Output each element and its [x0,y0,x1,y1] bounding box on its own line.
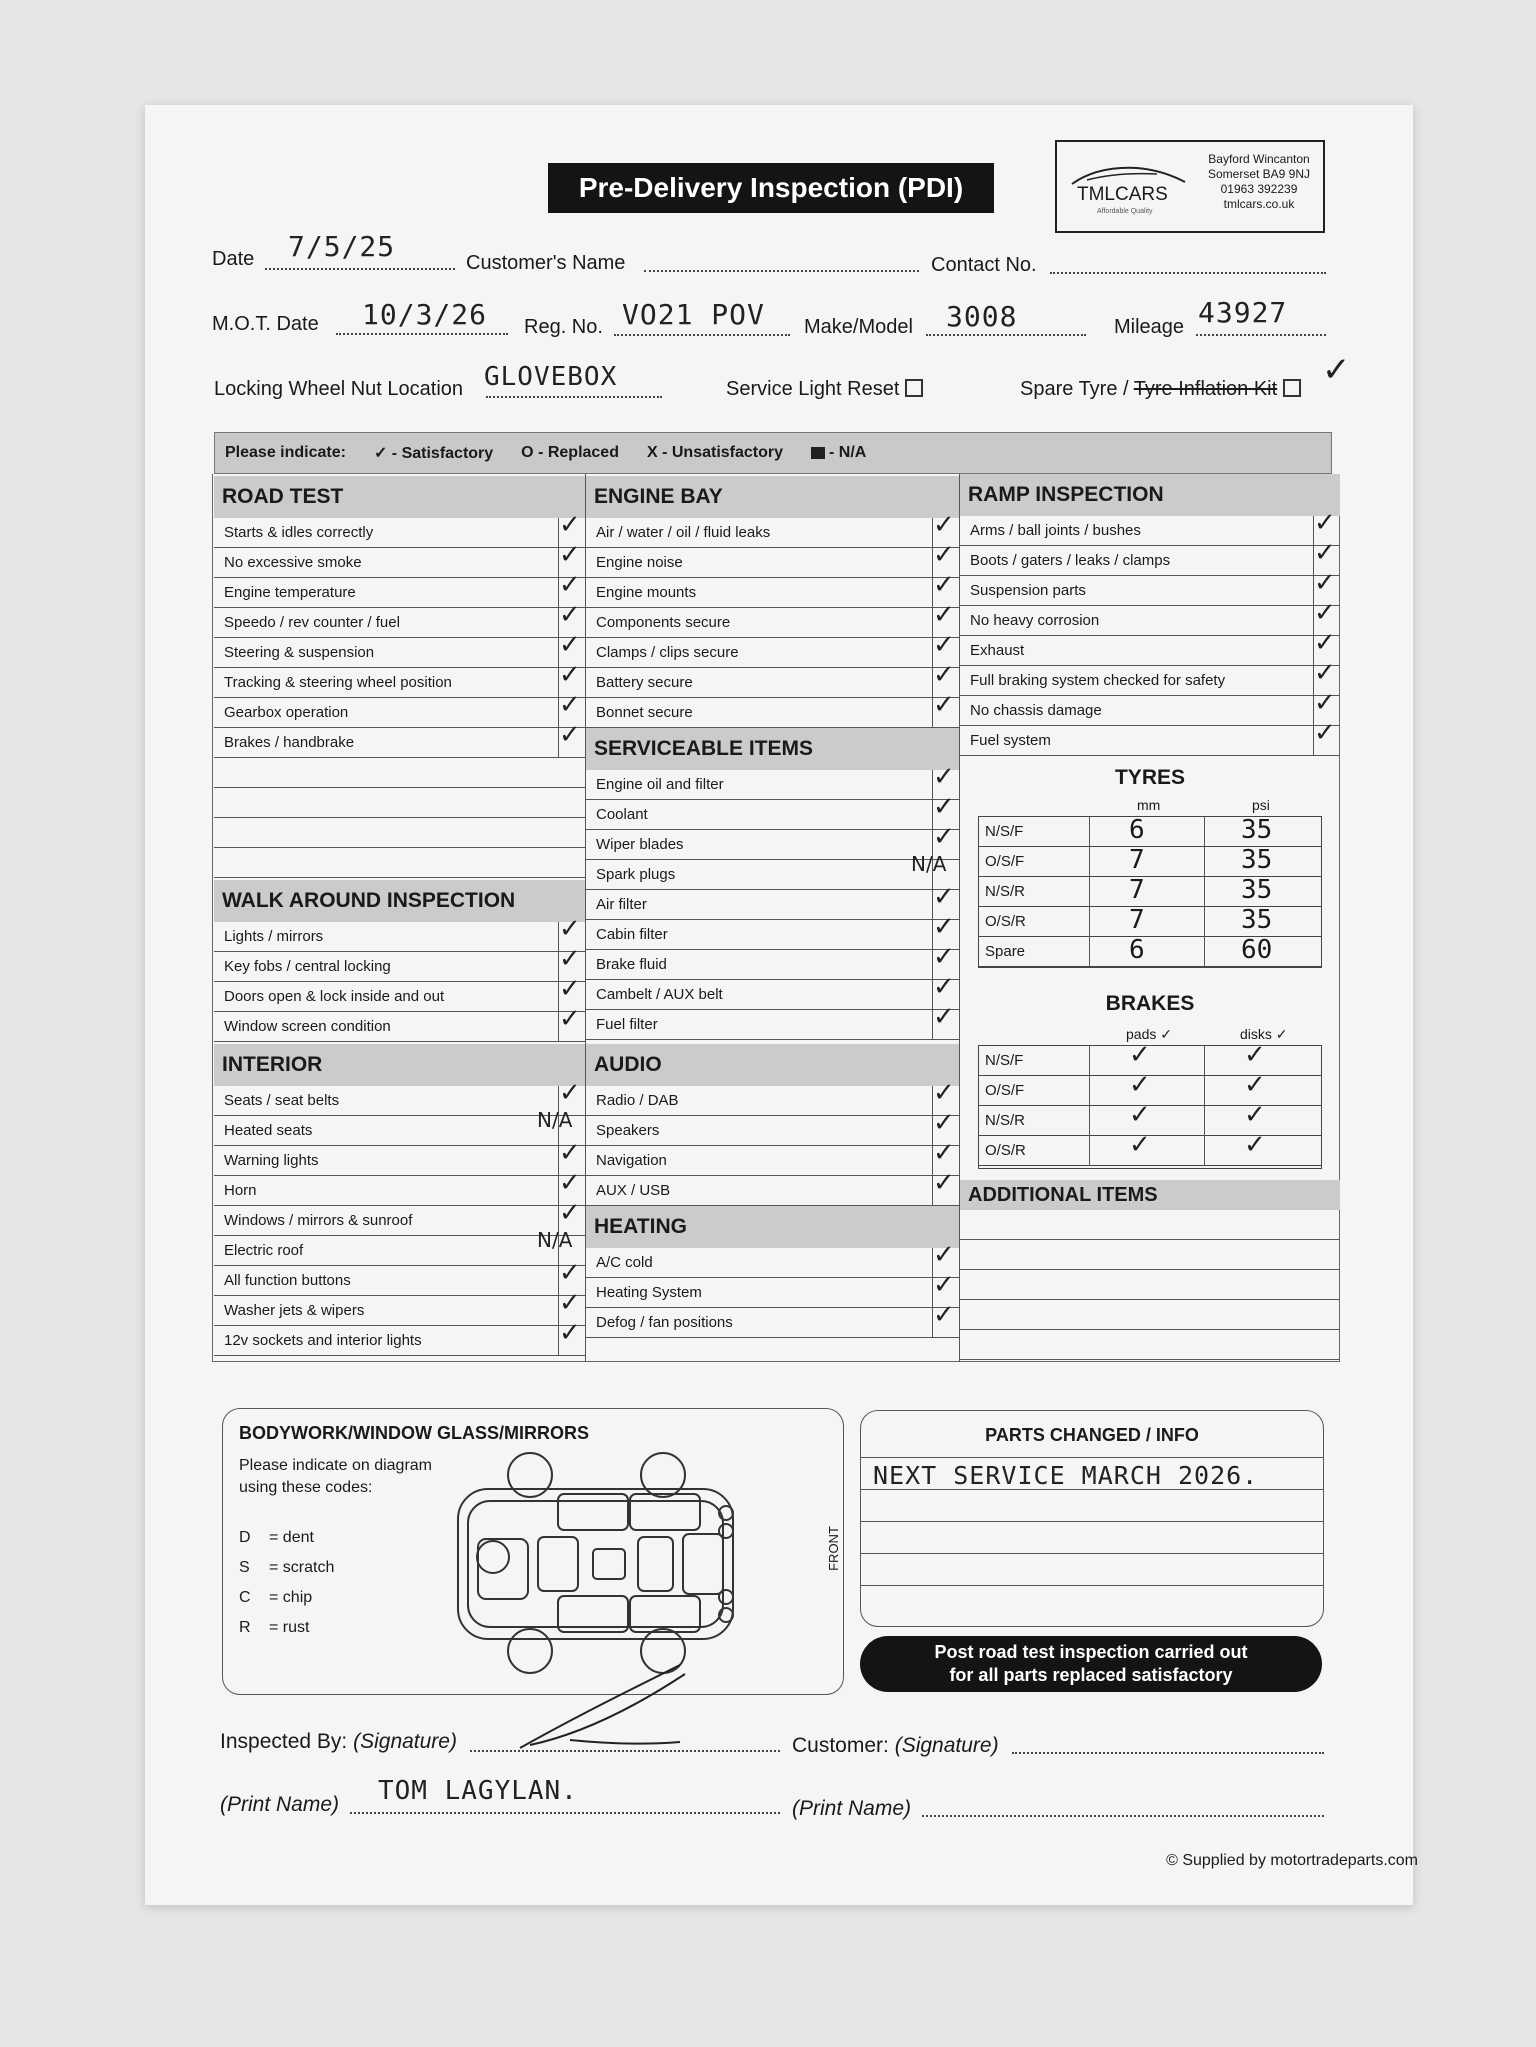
heating-header: HEATING [586,1206,959,1248]
print-name-label: (Print Name) [220,1793,340,1816]
disks-tick: ✓ [1244,1070,1266,1100]
road-test-row[interactable] [214,698,585,728]
serviceable-items-item-label: Air filter [596,896,647,913]
interior-item-label: All function buttons [224,1272,351,1289]
brake-row [979,1130,1321,1166]
tyre-position: Spare [985,943,1026,960]
logo-brand: TMLCARS [1077,184,1168,205]
brakes-col-pads: pads ✓ [1126,1026,1172,1042]
na-mark: N/A [537,1108,573,1132]
service-light-checkbox[interactable] [905,379,923,397]
brake-position: N/S/R [985,1112,1026,1129]
tick-mark: ✓ [933,1168,955,1198]
tick-mark: ✓ [559,660,581,690]
walk-around-item-label: Key fobs / central locking [224,958,391,975]
interior-header: INTERIOR [214,1044,585,1086]
audio-item-label: Radio / DAB [596,1092,679,1109]
engine-bay-item-label: Battery secure [596,674,693,691]
road-test-row[interactable] [214,728,585,758]
ramp-inspection-row[interactable] [960,726,1340,756]
walk-around-row[interactable] [214,952,585,982]
brakes-col-disks: disks ✓ [1240,1026,1288,1042]
inspected-by-label: Inspected By: (Signature) [220,1730,457,1753]
serviceable-items-item-label: Spark plugs [596,866,676,883]
ramp-inspection-item-label: Fuel system [970,732,1051,749]
interior-row[interactable] [214,1116,585,1146]
audio-row[interactable] [586,1116,959,1146]
damage-code: C = chip [239,1589,313,1606]
customer-print-name-label: (Print Name) [792,1797,912,1820]
interior-item-label: Warning lights [224,1152,319,1169]
blank-row [214,818,585,848]
tyre-row [979,907,1321,937]
engine-bay-item-label: Bonnet secure [596,704,693,721]
interior-row[interactable] [214,1176,585,1206]
tick-mark: ✓ [559,1004,581,1034]
tick-mark: ✓ [559,944,581,974]
tyres-col-mm: mm [1137,797,1161,813]
serviceable-items-item-label: Engine oil and filter [596,776,724,793]
tick-mark: ✓ [559,540,581,570]
engine-bay-item-label: Engine mounts [596,584,697,601]
tyre-row [979,877,1321,907]
disks-tick: ✓ [1244,1100,1266,1130]
serviceable-items-row[interactable] [586,770,959,800]
ramp-inspection-row[interactable] [960,636,1340,666]
ramp-inspection-item-label: Suspension parts [970,582,1086,599]
tyres-title: TYRES [1114,766,1185,789]
tick-mark: ✓ [933,540,955,570]
tick-mark: ✓ [933,570,955,600]
serviceable-items-item-label: Cambelt / AUX belt [596,986,723,1003]
road-test-item-label: Engine temperature [224,584,356,601]
road-test-item-label: Tracking & steering wheel position [224,674,452,691]
additional-item-row[interactable] [960,1330,1340,1360]
tyre-depth-mm[interactable]: 7 [1129,875,1145,905]
walk-around-item-label: Doors open & lock inside and out [224,988,445,1005]
walk-around-header: WALK AROUND INSPECTION [214,880,585,922]
na-mark: N/A [911,852,947,876]
pads-tick: ✓ [1129,1130,1151,1160]
car-diagram-icon[interactable] [448,1449,828,1679]
tick-mark: ✓ [933,1270,955,1300]
serviceable-items-row[interactable] [586,980,959,1010]
damage-code: D = dent [239,1529,314,1546]
reg-value[interactable]: VO21 POV [622,298,765,331]
tyre-depth-mm[interactable]: 6 [1129,935,1145,965]
mot-date-value[interactable]: 10/3/26 [362,298,488,331]
ramp-inspection-item-label: No chassis damage [970,702,1102,719]
road-test-header: ROAD TEST [214,476,585,518]
tick-mark: ✓ [559,1288,581,1318]
interior-row[interactable] [214,1236,585,1266]
tyres-table [978,816,1322,968]
tick-mark: ✓ [559,1078,581,1108]
tick-mark: ✓ [933,912,955,942]
ramp-inspection-row[interactable] [960,576,1340,606]
damage-code: R = rust [239,1619,310,1636]
tyre-position: O/S/F [985,853,1025,870]
tyre-depth-mm[interactable]: 6 [1129,815,1145,845]
tyre-depth-mm[interactable]: 7 [1129,845,1145,875]
walk-around-item-label: Window screen condition [224,1018,391,1035]
road-test-item-label: Gearbox operation [224,704,349,721]
tick-mark: ✓ [933,822,955,852]
date-label: Date [212,248,255,270]
tick-mark: ✓ [933,630,955,660]
engine-bay-row[interactable] [586,578,959,608]
engine-bay-item-label: Components secure [596,614,731,631]
customer-signature-label: Customer: (Signature) [792,1734,999,1757]
road-test-row[interactable] [214,668,585,698]
parts-changed-panel [860,1410,1324,1627]
audio-item-label: AUX / USB [596,1182,671,1199]
tick-mark: ✓ [1314,688,1336,718]
additional-item-row[interactable] [960,1240,1340,1270]
contact-label: Contact No. [931,254,1037,276]
post-road-test-banner: Post road test inspection carried out for all parts replaced satisfactory [860,1636,1322,1692]
tick-mark: ✓ [933,1002,955,1032]
tyre-depth-mm[interactable]: 7 [1129,905,1145,935]
bodywork-title: BODYWORK/WINDOW GLASS/MIRRORS [239,1423,589,1443]
tick-mark: ✓ [933,600,955,630]
tick-mark: ✓ [1314,568,1336,598]
na-mark: N/A [537,1228,573,1252]
tick-mark: ✓ [933,792,955,822]
road-test-row[interactable] [214,578,585,608]
tyre-row [979,937,1321,967]
tick-mark: ✓ [559,1168,581,1198]
serviceable-items-row[interactable] [586,800,959,830]
ramp-inspection-item-label: No heavy corrosion [970,612,1100,629]
interior-item-label: Seats / seat belts [224,1092,340,1109]
make-model-label: Make/Model [804,316,913,338]
audio-header: AUDIO [586,1044,959,1086]
tick-mark: ✓ [933,1240,955,1270]
tyres-col-psi: psi [1252,797,1270,813]
tick-mark: ✓ [933,762,955,792]
road-test-item-label: No excessive smoke [224,554,362,571]
serviceable-items-row[interactable] [586,860,959,890]
date-value[interactable]: 7/5/25 [288,230,396,263]
tick-mark: ✓ [559,974,581,1004]
tick-mark: ✓ [933,972,955,1002]
make-model-value[interactable]: 3008 [946,300,1018,333]
tick-mark: ✓ [1314,538,1336,568]
brakes-table [978,1040,1322,1169]
pads-tick: ✓ [1129,1040,1151,1070]
serviceable-items-row[interactable] [586,920,959,950]
damage-code: S = scratch [239,1559,335,1576]
interior-row[interactable] [214,1266,585,1296]
tyre-row [979,847,1321,877]
tick-mark: ✓ [559,1318,581,1348]
road-test-row[interactable] [214,548,585,578]
serviceable-items-item-label: Cabin filter [596,926,668,943]
interior-item-label: Washer jets & wipers [224,1302,365,1319]
tick-mark: ✓ [559,914,581,944]
brake-position: O/S/R [985,1142,1026,1159]
logo-tagline: Affordable Quality [1097,208,1153,215]
tick-mark: ✓ [933,510,955,540]
interior-item-label: Electric roof [224,1242,304,1259]
road-test-item-label: Speedo / rev counter / fuel [224,614,400,631]
road-test-row[interactable] [214,608,585,638]
mileage-label: Mileage [1114,316,1185,338]
tick-mark: ✓ [559,1258,581,1288]
heating-row[interactable] [586,1248,959,1278]
tyre-pressure-psi[interactable]: 35 [1241,845,1273,875]
disks-tick: ✓ [1244,1130,1266,1160]
brake-position: O/S/F [985,1082,1025,1099]
tyre-position: N/S/R [985,883,1026,900]
engine-bay-item-label: Air / water / oil / fluid leaks [596,524,771,541]
pads-tick: ✓ [1129,1100,1151,1130]
blank-row [214,848,585,878]
heating-item-label: Heating System [596,1284,702,1301]
interior-item-label: Horn [224,1182,257,1199]
tick-mark: ✓ [559,510,581,540]
additional-item-row[interactable] [960,1270,1340,1300]
tick-mark: ✓ [1314,658,1336,688]
ramp-inspection-item-label: Exhaust [970,642,1025,659]
engine-bay-header: ENGINE BAY [586,476,959,518]
dealer-logo-box [1055,140,1325,233]
ramp-inspection-row[interactable] [960,546,1340,576]
customer-name-label: Customer's Name [466,252,626,274]
tick-mark: ✓ [559,1198,581,1228]
locking-nut-value[interactable]: GLOVEBOX [484,362,618,392]
interior-row[interactable] [214,1086,585,1116]
ramp-inspection-item-label: Boots / gaters / leaks / clamps [970,552,1171,569]
audio-item-label: Speakers [596,1122,660,1139]
road-test-item-label: Steering & suspension [224,644,375,661]
tyre-position: N/S/F [985,823,1024,840]
mot-date-label: M.O.T. Date [212,313,319,335]
ramp-inspection-header: RAMP INSPECTION [960,474,1340,516]
serviceable-items-row[interactable] [586,1010,959,1040]
interior-item-label: 12v sockets and interior lights [224,1332,422,1349]
mileage-value[interactable]: 43927 [1198,296,1288,329]
road-test-row[interactable] [214,518,585,548]
additional-item-row[interactable] [960,1210,1340,1240]
tyre-position: O/S/R [985,913,1026,930]
spare-tyre-tick: ✓ [1322,350,1351,390]
tick-mark: ✓ [1314,718,1336,748]
tick-mark: ✓ [933,690,955,720]
serviceable-items-item-label: Brake fluid [596,956,667,973]
tick-mark: ✓ [559,720,581,750]
locking-nut-label: Locking Wheel Nut Location [214,378,464,400]
legend-bar: Please indicate: ✓ - Satisfactory O - Replaced X - Unsatisfactory - N/A [214,432,1332,474]
tyre-pressure-psi[interactable]: 35 [1241,905,1273,935]
road-test-row[interactable] [214,638,585,668]
engine-bay-row[interactable] [586,548,959,578]
walk-around-item-label: Lights / mirrors [224,928,324,945]
tick-mark: ✓ [933,1078,955,1108]
disks-tick: ✓ [1244,1040,1266,1070]
road-test-item-label: Starts & idles correctly [224,524,374,541]
engine-bay-item-label: Clamps / clips secure [596,644,739,661]
additional-item-row[interactable] [960,1300,1340,1330]
reg-label: Reg. No. [524,316,603,338]
interior-row[interactable] [214,1146,585,1176]
tick-mark: ✓ [559,1138,581,1168]
blank-row [214,758,585,788]
tick-mark: ✓ [933,1108,955,1138]
tyre-pressure-psi[interactable]: 35 [1241,875,1273,905]
form-title: Pre-Delivery Inspection (PDI) [548,163,994,213]
bodywork-panel [222,1408,844,1695]
inspector-signature [510,1660,700,1755]
ramp-inspection-item-label: Arms / ball joints / bushes [970,522,1141,539]
heating-row[interactable] [586,1308,959,1338]
engine-bay-row[interactable] [586,698,959,728]
tick-mark: ✓ [933,1138,955,1168]
spare-tyre-checkbox[interactable] [1283,379,1301,397]
heating-item-label: A/C cold [596,1254,653,1271]
heating-row[interactable] [586,1278,959,1308]
walk-around-row[interactable] [214,922,585,952]
tick-mark: ✓ [1314,508,1336,538]
tyre-pressure-psi[interactable]: 60 [1241,935,1273,965]
engine-bay-row[interactable] [586,638,959,668]
audio-row[interactable] [586,1176,959,1206]
inspector-print-name[interactable]: TOM LAGYLAN. [378,1776,578,1806]
ramp-inspection-row[interactable] [960,666,1340,696]
na-square-icon [811,447,825,459]
engine-bay-row[interactable] [586,608,959,638]
tick-mark: ✓ [559,630,581,660]
walk-around-row[interactable] [214,1012,585,1042]
serviceable-items-row[interactable] [586,830,959,860]
interior-item-label: Windows / mirrors & sunroof [224,1212,413,1229]
ramp-inspection-row[interactable] [960,696,1340,726]
interior-item-label: Heated seats [224,1122,313,1139]
serviceable-items-row[interactable] [586,890,959,920]
tick-mark: ✓ [1314,628,1336,658]
tick-mark: ✓ [933,660,955,690]
interior-row[interactable] [214,1206,585,1236]
audio-item-label: Navigation [596,1152,667,1169]
spare-tyre-label: Spare Tyre / Tyre Inflation Kit [1020,378,1301,401]
tick-mark: ✓ [933,882,955,912]
walk-around-row[interactable] [214,982,585,1012]
tick-mark: ✓ [559,600,581,630]
bodywork-instruction: Please indicate on diagram using these codes: [239,1457,433,1496]
ramp-inspection-item-label: Full braking system checked for safety [970,672,1226,689]
serviceable-items-row[interactable] [586,950,959,980]
audio-row[interactable] [586,1146,959,1176]
serviceable-items-header: SERVICEABLE ITEMS [586,728,959,770]
serviceable-items-item-label: Wiper blades [596,836,684,853]
interior-row[interactable] [214,1326,585,1356]
tyre-row [979,817,1321,847]
tick-mark: ✓ [933,1300,955,1330]
blank-row [214,788,585,818]
parts-note[interactable]: NEXT SERVICE MARCH 2026. [873,1461,1259,1490]
footer-credit: © Supplied by motortradeparts.com [1166,1852,1418,1869]
tick-mark: ✓ [559,690,581,720]
front-label: FRONT [825,1526,841,1571]
ramp-inspection-row[interactable] [960,516,1340,546]
engine-bay-row[interactable] [586,518,959,548]
ramp-inspection-row[interactable] [960,606,1340,636]
brakes-title: BRAKES [1105,992,1195,1015]
tick-mark: ✓ [1314,598,1336,628]
heating-item-label: Defog / fan positions [596,1314,733,1331]
serviceable-items-item-label: Coolant [596,806,648,823]
pads-tick: ✓ [1129,1070,1151,1100]
tick-mark: ✓ [559,570,581,600]
interior-row[interactable] [214,1296,585,1326]
parts-title: PARTS CHANGED / INFO [985,1425,1199,1445]
service-light-reset-label: Service Light Reset [726,378,923,401]
dealer-address: Bayford Wincanton Somerset BA9 9NJ 01963 392239 tmlcars.co.uk [1207,152,1311,211]
tick-mark: ✓ [933,942,955,972]
engine-bay-item-label: Engine noise [596,554,683,571]
road-test-item-label: Brakes / handbrake [224,734,355,751]
audio-row[interactable] [586,1086,959,1116]
engine-bay-row[interactable] [586,668,959,698]
brake-position: N/S/F [985,1052,1024,1069]
additional-items-header: ADDITIONAL ITEMS [960,1180,1340,1210]
serviceable-items-item-label: Fuel filter [596,1016,658,1033]
tyre-pressure-psi[interactable]: 35 [1241,815,1273,845]
